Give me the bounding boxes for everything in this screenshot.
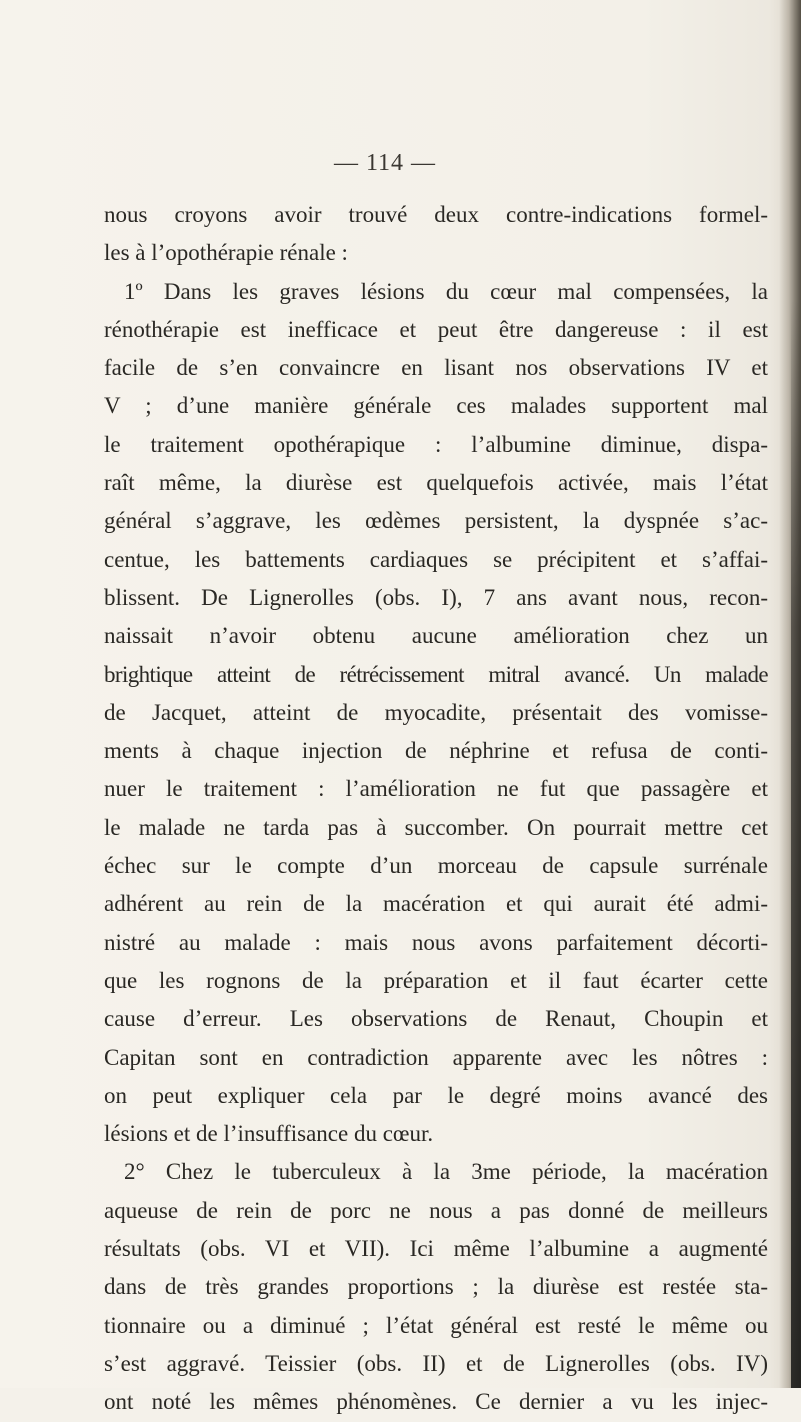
text-line: V ; d’une manière générale ces malades supportent mal: [104, 393, 768, 419]
binding-shadow: [791, 300, 801, 1388]
text-line: s’est aggravé. Teissier (obs. II) et de Lignerolles (obs. IV): [104, 1350, 768, 1376]
text-line: le traitement opothérapique : l’albumine diminue, dispa-: [104, 431, 768, 457]
text-line: nuer le traitement : l’amélioration ne fut que passagère et: [104, 776, 768, 802]
text-line: aqueuse de rein de porc ne nous a pas donné de meilleurs: [104, 1197, 768, 1223]
text-line: de Jacquet, atteint de myocadite, présentait des vomisse-: [104, 699, 768, 725]
text-line: 1º Dans les graves lésions du cœur mal compensées, la: [124, 278, 768, 304]
text-line: 2° Chez le tuberculeux à la 3me période, la macération: [124, 1159, 768, 1185]
text-line: blissent. De Lignerolles (obs. I), 7 ans avant nous, recon-: [104, 584, 768, 610]
page-number: — 114 —: [333, 150, 437, 176]
text-line: facile de s’en convaincre en lisant nos observations IV et: [104, 355, 768, 381]
text-line: nistré au malade : mais nous avons parfaitement décorti-: [104, 929, 768, 955]
text-line: Capitan sont en contradiction apparente avec les nôtres :: [104, 1044, 768, 1070]
text-line: naissait n’avoir obtenu aucune amélioration chez un: [104, 623, 768, 649]
text-line: ments à chaque injection de néphrine et refusa de conti-: [104, 738, 768, 764]
text-line: dans de très grandes proportions ; la diurèse est restée sta-: [104, 1274, 768, 1300]
text-line: général s’aggrave, les œdèmes persistent, la dyspnée s’ac-: [104, 508, 768, 534]
text-line: tionnaire ou a diminué ; l’état général est resté le même ou: [104, 1312, 768, 1338]
text-line: résultats (obs. VI et VII). Ici même l’albumine a augmenté: [104, 1236, 768, 1262]
text-line: nous croyons avoir trouvé deux contre-indications formel-: [104, 202, 768, 227]
text-line: centue, les battements cardiaques se précipitent et s’affai-: [104, 546, 768, 572]
text-line: on peut expliquer cela par le degré moins avancé des: [104, 1082, 768, 1108]
text-line: brightique atteint de rétrécissement mitral avancé. Un malade: [104, 661, 768, 687]
text-line: rénothérapie est inefficace et peut être dangereuse : il est: [104, 316, 768, 342]
text-line: lésions et de l’insuffisance du cœur.: [104, 1121, 434, 1147]
text-line: le malade ne tarda pas à succomber. On pourrait mettre cet: [104, 814, 768, 840]
text-line: que les rognons de la préparation et il faut écarter cette: [104, 967, 768, 993]
text-line: adhérent au rein de la macération et qui aurait été admi-: [104, 891, 768, 917]
text-line: raît même, la diurèse est quelquefois activée, mais l’état: [104, 470, 768, 496]
text-line: échec sur le compte d’un morceau de capsule surrénale: [104, 853, 768, 879]
text-line: cause d’erreur. Les observations de Renaut, Choupin et: [104, 1006, 768, 1032]
text-line: ont noté les mêmes phénomènes. Ce dernier a vu les injec-: [104, 1389, 768, 1415]
body-text: [104, 196, 768, 1422]
text-line: les à l’opothérapie rénale :: [104, 240, 348, 266]
